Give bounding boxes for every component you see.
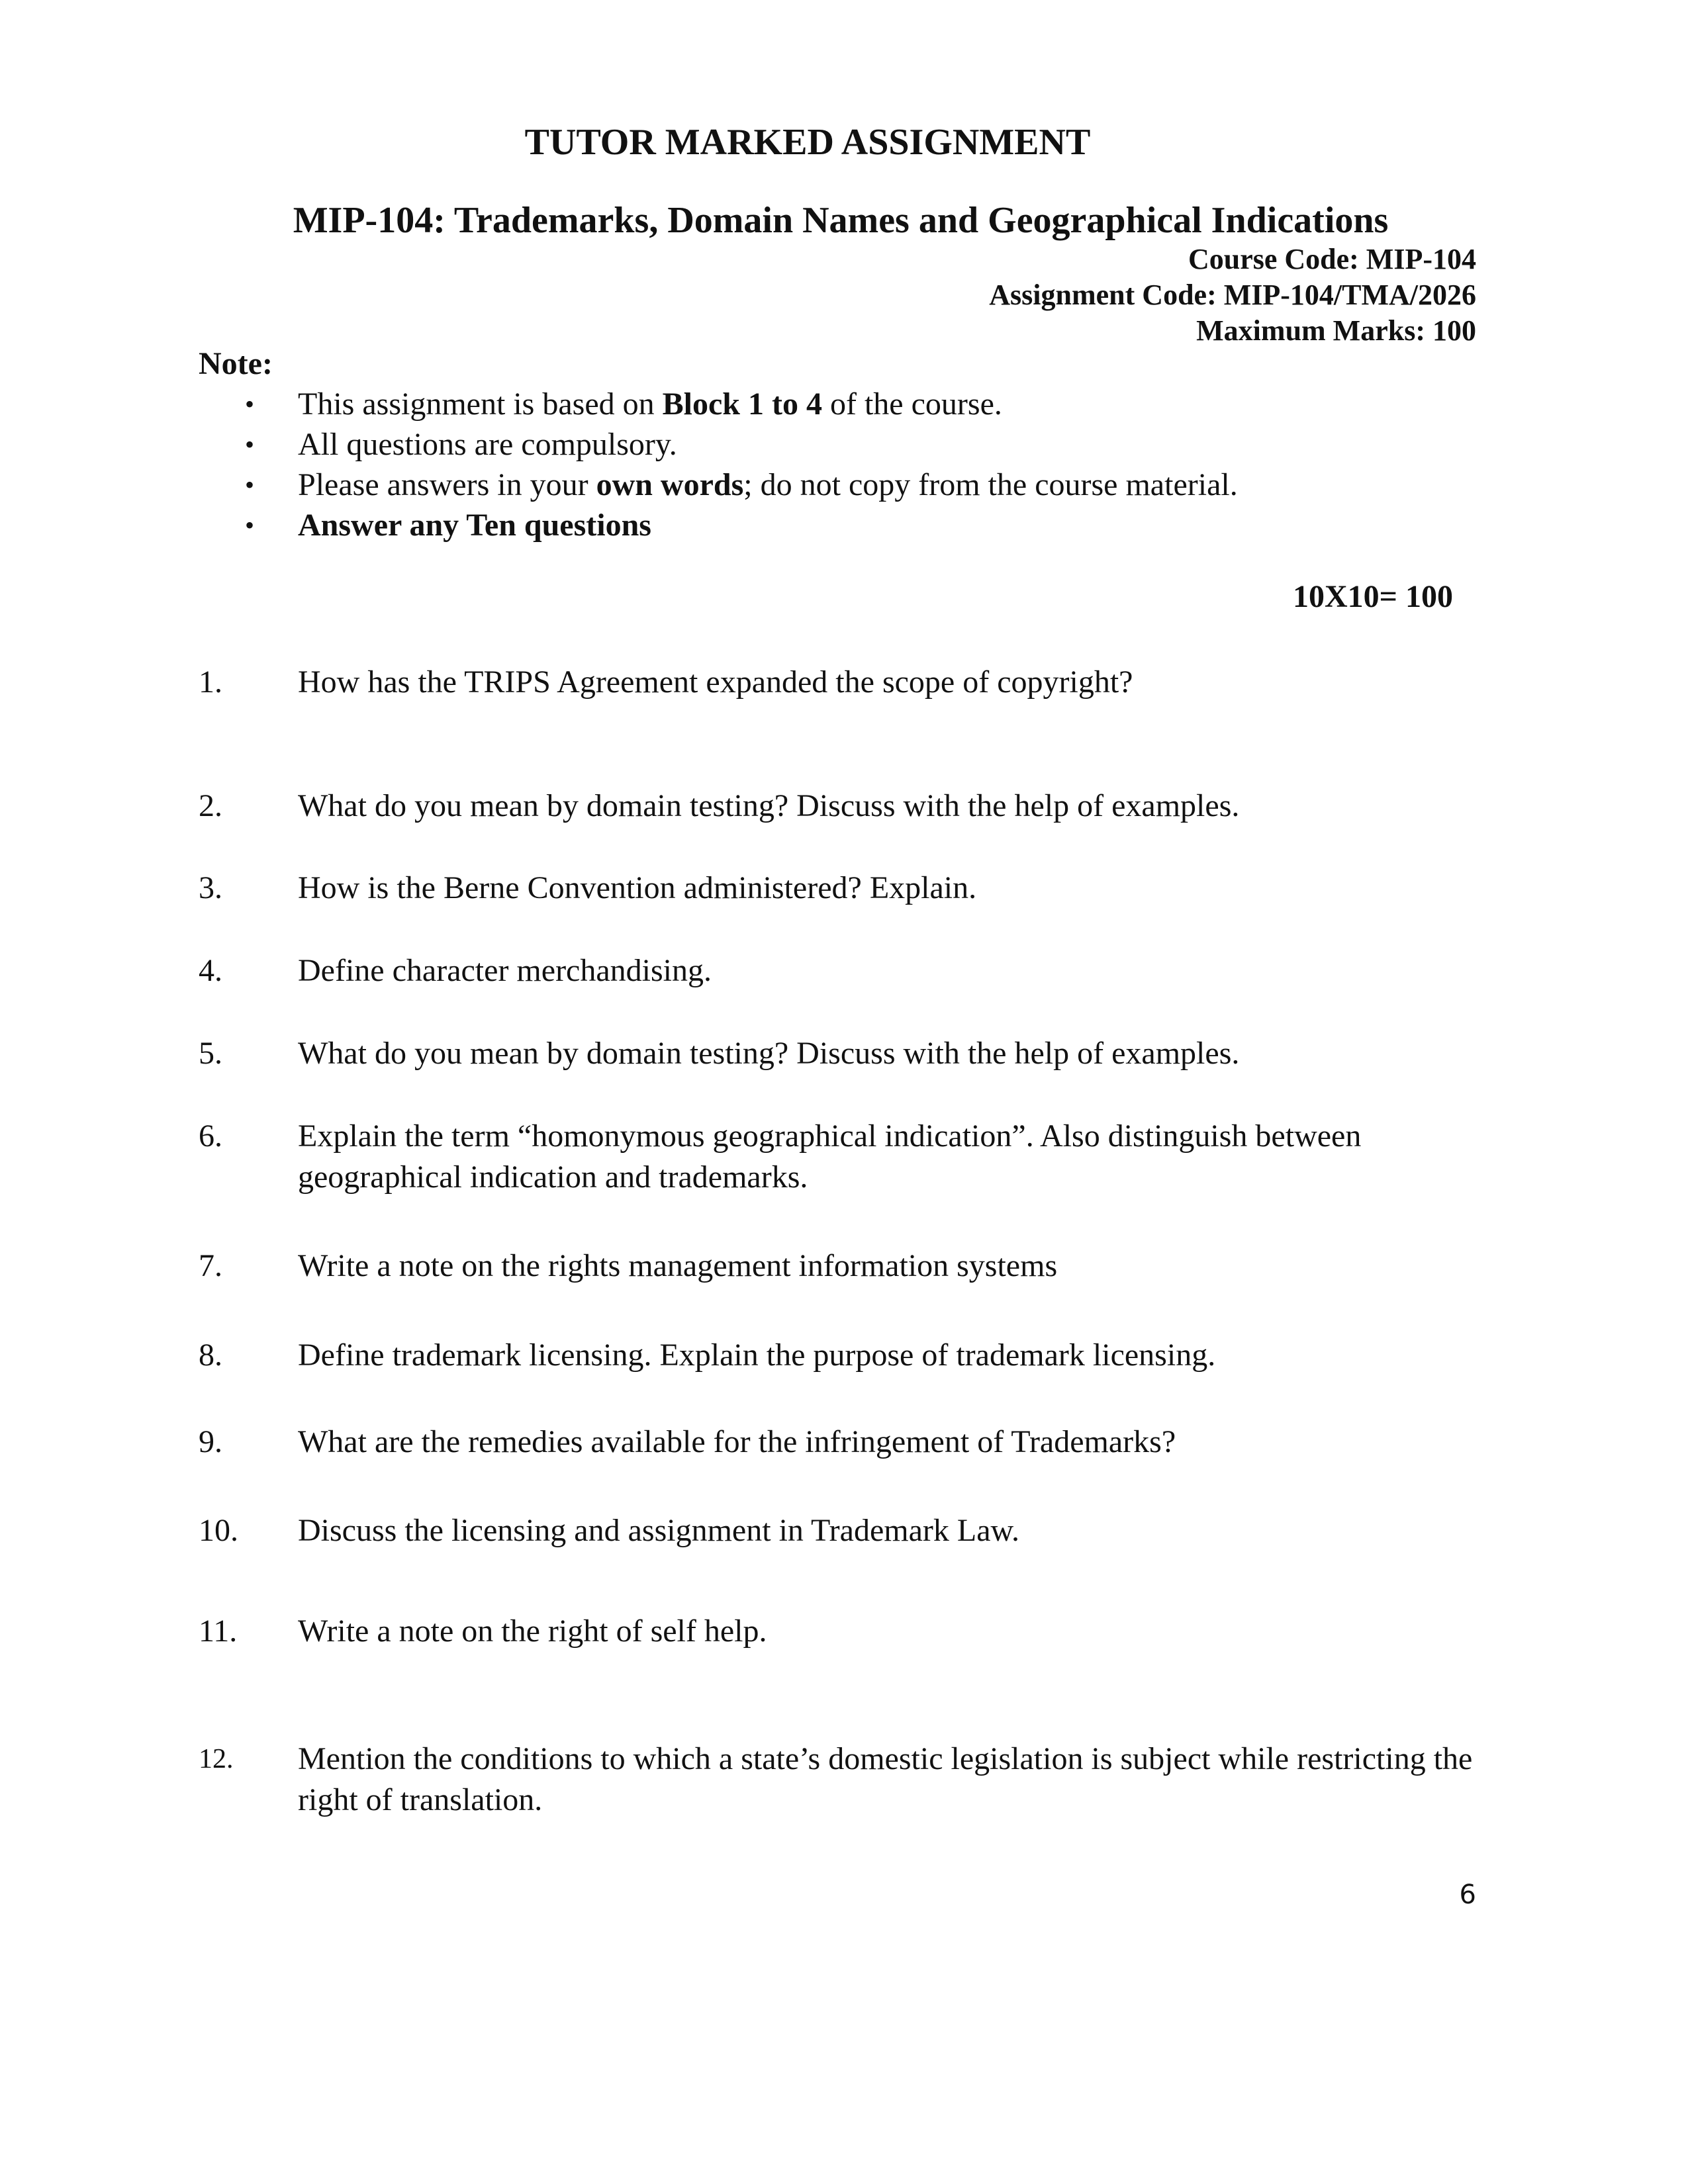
question-text: Write a note on the right of self help. [298, 1614, 767, 1649]
question-number: 2. [199, 788, 222, 823]
question-number: 7. [199, 1248, 222, 1283]
course-code: Course Code: MIP-104 [1188, 243, 1476, 275]
question-text: Discuss the licensing and assignment in Trademark Law. [298, 1513, 1020, 1548]
question-text: How has the TRIPS Agreement expanded the scope of copyright? [298, 664, 1133, 700]
note-item: • This assignment is based on Block 1 to 4 of the course. [245, 384, 1238, 424]
bullet-icon: • [245, 510, 255, 540]
question-number: 10. [199, 1513, 238, 1548]
bullet-icon: • [245, 389, 255, 419]
question-number: 6. [199, 1118, 222, 1154]
question-text: What do you mean by domain testing? Discuss with the help of examples. [298, 788, 1240, 823]
bullet-icon: • [245, 430, 255, 459]
assignment-meta [989, 242, 1476, 349]
question-text: Explain the term “homonymous geographical indication”. Also distinguish between geographical indication and trademarks. [298, 1118, 1362, 1195]
note-item: • Answer any Ten questions [245, 505, 1238, 545]
course-title: MIP-104: Trademarks, Domain Names and Geographical Indications [293, 200, 1389, 241]
question-text: How is the Berne Convention administered? Explain. [298, 870, 977, 905]
page-number: 6 [1459, 1880, 1476, 1910]
question-number: 11. [199, 1614, 238, 1649]
question-number: 1. [199, 664, 222, 700]
question-text: What do you mean by domain testing? Discuss with the help of examples. [298, 1036, 1240, 1071]
question-number: 3. [199, 870, 222, 905]
question-text: Write a note on the rights management information systems [298, 1248, 1058, 1283]
note-item: • Please answers in your own words; do not copy from the course material. [245, 465, 1238, 505]
question-text: What are the remedies available for the infringement of Trademarks? [298, 1424, 1176, 1459]
question-number: 12. [199, 1744, 234, 1774]
question-number: 9. [199, 1424, 222, 1459]
note-item: • All questions are compulsory. [245, 424, 1238, 465]
question-number: 4. [199, 953, 222, 988]
note-list [245, 384, 1238, 545]
marks-scheme: 10X10= 100 [1292, 579, 1453, 614]
bullet-icon: • [245, 470, 255, 500]
question-text: Mention the conditions to which a state’s domestic legislation is subject while restricting the right of translation. [298, 1741, 1473, 1817]
question-text: Define character merchandising. [298, 953, 712, 988]
question-number: 5. [199, 1036, 222, 1071]
question-text: Define trademark licensing. Explain the purpose of trademark licensing. [298, 1338, 1216, 1373]
question-number: 8. [199, 1338, 222, 1373]
note-label: Note: [199, 346, 273, 381]
assignment-code: Assignment Code: MIP-104/TMA/2026 [989, 279, 1476, 311]
document-title: TUTOR MARKED ASSIGNMENT [524, 122, 1091, 163]
maximum-marks: Maximum Marks: 100 [1196, 314, 1476, 347]
